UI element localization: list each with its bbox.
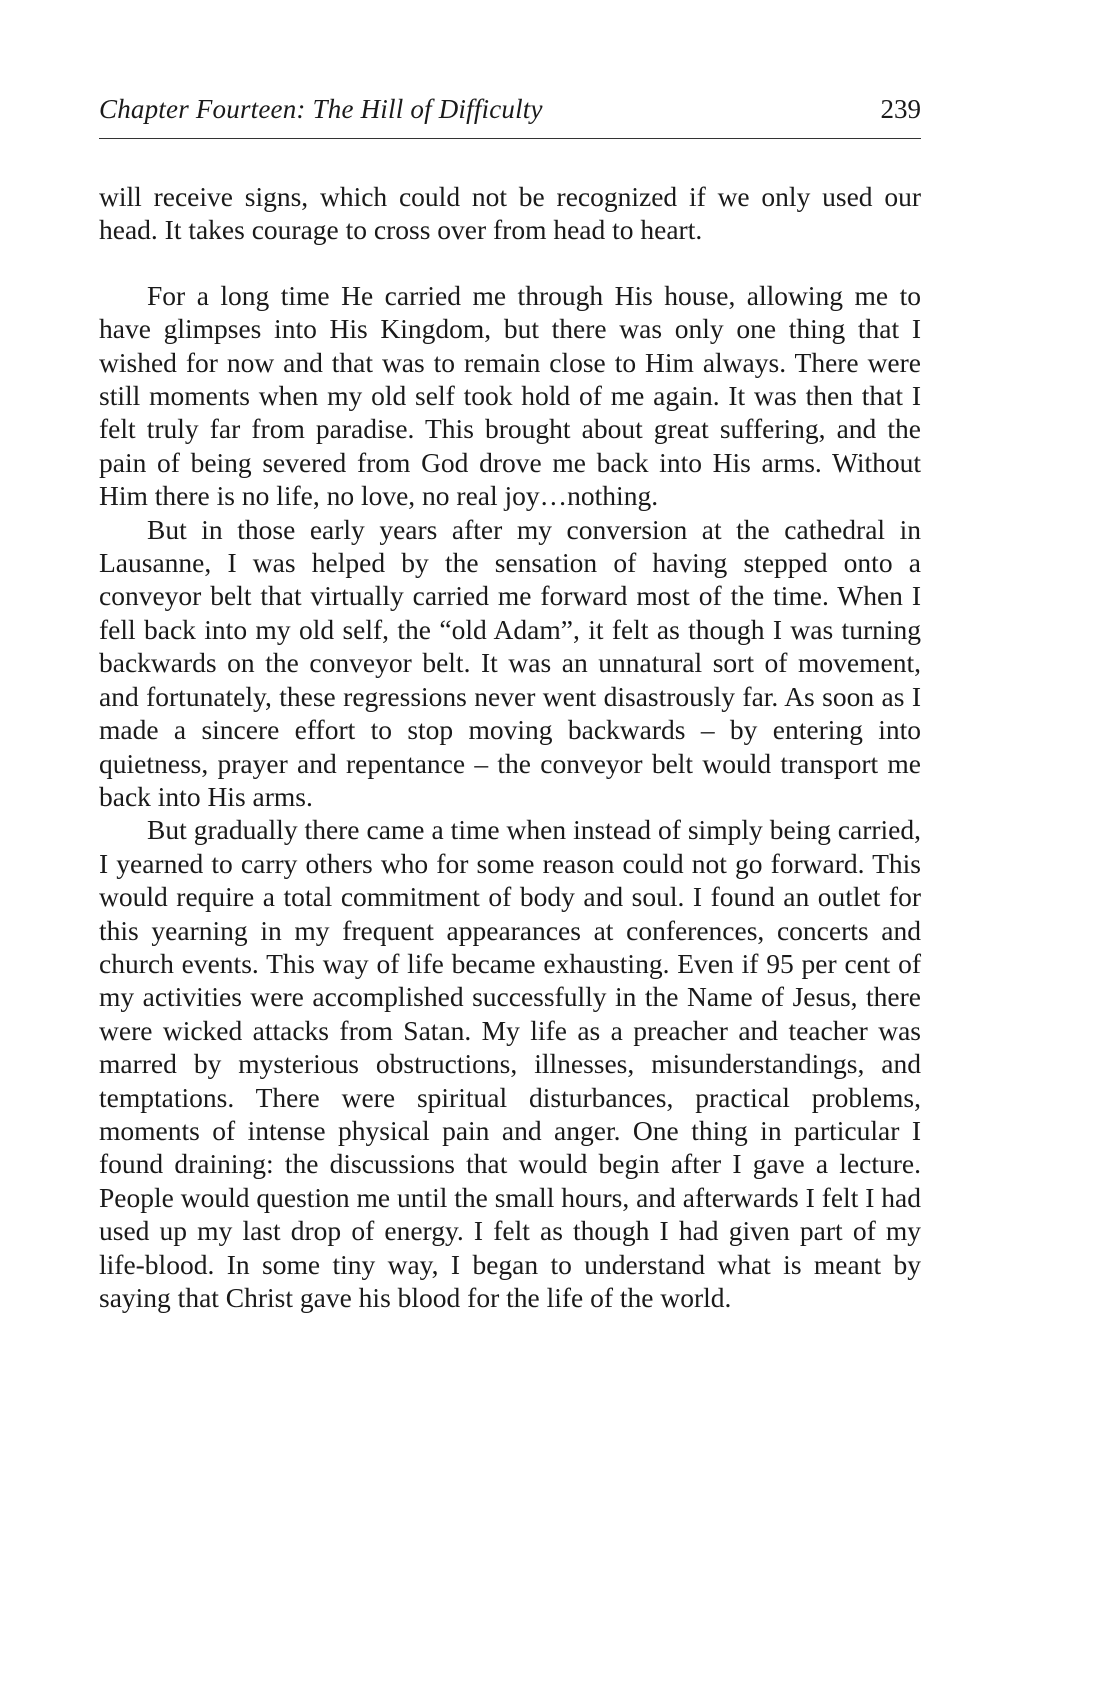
page-number: 239 [880, 94, 921, 124]
paragraph: For a long time He carried me through His house, allowing me to have glimpses into His Kingdom, but there was only one thing that I wished for now and that was to remain close to Him always. There were still moments when my old self took hold of me again. It was then that I felt truly far from paradise. This brought about great suffering, and the pain of being severed from God drove me back into His arms. Without Him there is no life, no love, no real joy…nothing. [99, 279, 921, 512]
body-text [99, 180, 921, 1314]
paragraph-continued: will receive signs, which could not be recognized if we only used our head. It takes courage to cross over from head to heart. [99, 181, 921, 246]
paragraph: But gradually there came a time when instead of simply being carried, I yearned to carry others who for some reason could not go forward. This would require a total commitment of body and soul. I found an outlet for this yearning in my frequent appearances at conferences, concerts and church events. This way of life became exhausting. Even if 95 per cent of my activities were accomplished successfully in the Name of Jesus, there were wicked attacks from Satan. My life as a preacher and teacher was marred by mysterious obstructions, illnesses, misunderstandings, and temptations. There were spiritual disturbances, practical problems, moments of intense physical pain and anger. One thing in particular I found draining: the discussions that would begin after I gave a lecture. People would question me until the small hours, and afterwards I felt I had used up my last drop of energy. I felt as though I had given part of my life-blood. In some tiny way, I began to understand what is meant by saying that Christ gave his blood for the life of the world. [99, 814, 921, 1313]
running-title: Chapter Fourteen: The Hill of Difficulty [99, 94, 543, 124]
book-page [99, 0, 921, 1700]
running-header [99, 88, 921, 139]
paragraph: But in those early years after my conversion at the cathedral in Lausanne, I was helped by the sensation of having stepped onto a conveyor belt that virtually carried me forward most of the time. When I fell back into my old self, the “old Adam”, it felt as though I was turning backwards on the conveyor belt. It was an unnatural sort of movement, and fortunately, these regressions never went disastrously far. As soon as I made a sincere effort to stop moving backwards – by entering into quietness, prayer and repentance – the conveyor belt would transport me back into His arms. [99, 513, 921, 812]
